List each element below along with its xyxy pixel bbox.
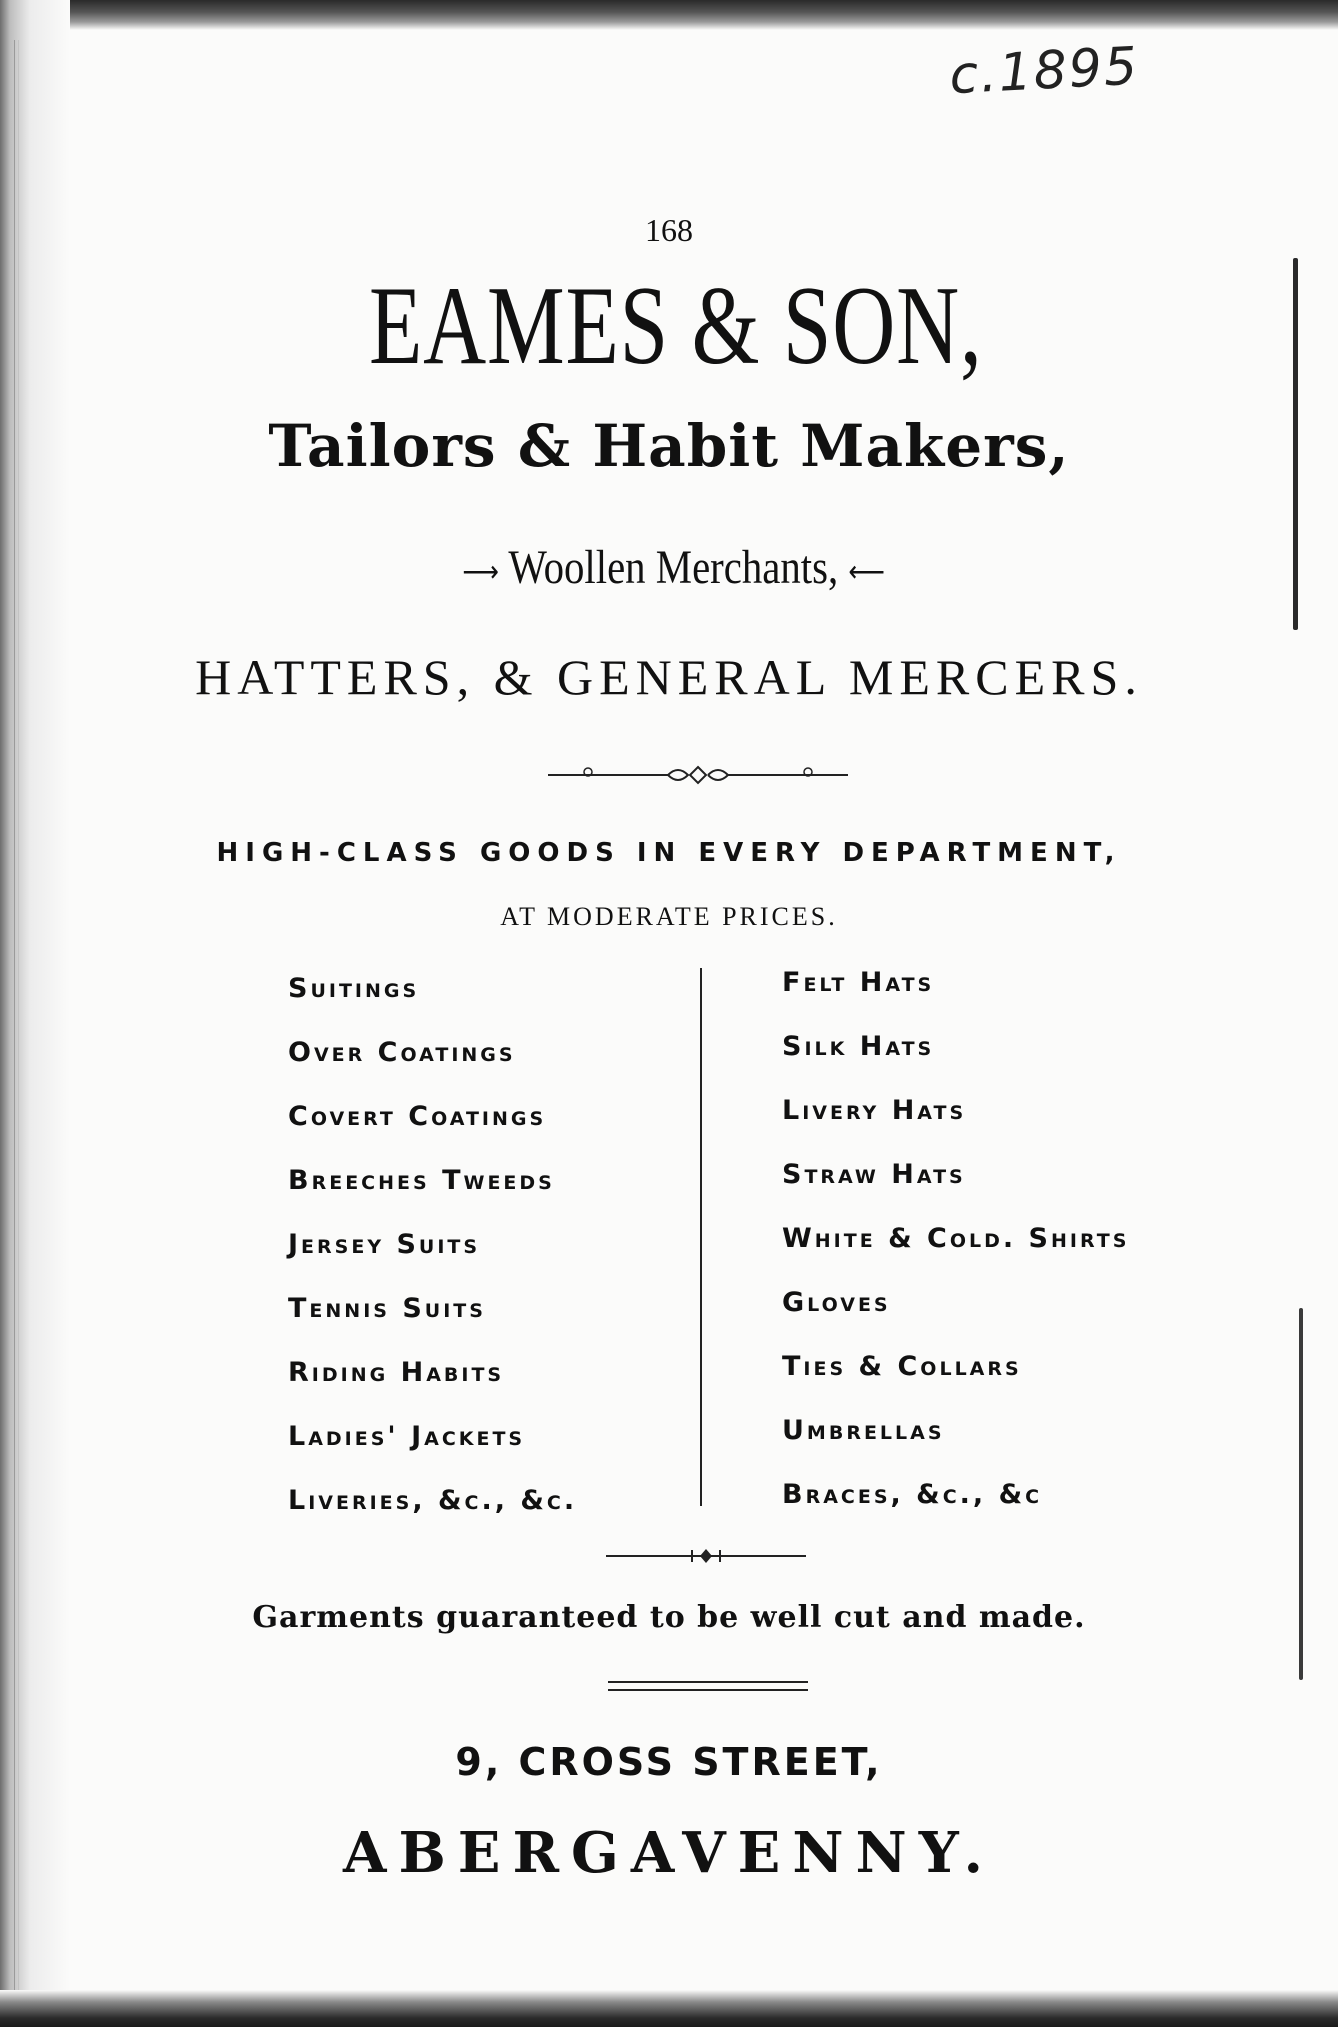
arrow-left-icon: ⟵ <box>848 554 885 590</box>
flourish-divider-icon <box>548 760 848 790</box>
page-left-edge <box>0 0 70 2027</box>
goods-item: Tennis Suits <box>288 1293 486 1324</box>
goods-item: Braces, &c., &c <box>782 1479 1043 1510</box>
double-rule-divider <box>608 1681 808 1691</box>
page-binding-lines <box>14 40 19 1990</box>
goods-item: Ladies' Jackets <box>288 1421 526 1452</box>
goods-item: Over Coatings <box>288 1037 516 1068</box>
high-class-line: HIGH-CLASS GOODS IN EVERY DEPARTMENT, <box>216 838 1122 868</box>
goods-list-clothing <box>288 964 577 1540</box>
address-town: ABERGAVENNY. <box>343 1820 995 1886</box>
trade-heading: Tailors & Habit Makers, <box>268 412 1070 480</box>
handwritten-date: c.1895 <box>948 36 1141 107</box>
arrow-right-icon: ⟶ <box>462 554 499 590</box>
mercers-line: HATTERS, & GENERAL MERCERS. <box>195 649 1143 705</box>
goods-item: Riding Habits <box>288 1357 505 1388</box>
goods-item: Livery Hats <box>782 1095 967 1126</box>
goods-list-hats <box>782 958 1129 1534</box>
goods-item: Jersey Suits <box>288 1229 481 1260</box>
goods-item: Felt Hats <box>782 967 935 998</box>
goods-item: Umbrellas <box>782 1415 945 1446</box>
column-divider <box>700 968 702 1506</box>
small-ornament-divider-icon <box>606 1544 806 1568</box>
goods-item: Gloves <box>782 1287 891 1318</box>
page-number: 168 <box>645 212 693 248</box>
goods-item: Silk Hats <box>782 1031 935 1062</box>
page-top-edge <box>0 0 1338 30</box>
goods-item: Ties & Collars <box>782 1351 1022 1382</box>
guarantee-line: Garments guaranteed to be well cut and made. <box>252 1600 1086 1635</box>
woollen-line <box>105 540 1242 595</box>
goods-item: Suitings <box>288 973 420 1004</box>
moderate-prices-line: AT MODERATE PRICES. <box>500 902 838 931</box>
address-street: 9, CROSS STREET, <box>455 1740 883 1784</box>
page-bottom-edge <box>0 1990 1338 2027</box>
goods-item: Liveries, &c., &c. <box>288 1485 578 1516</box>
firm-name: EAMES & SON, <box>368 264 983 388</box>
goods-item: Covert Coatings <box>288 1101 547 1132</box>
woollen-text: Woollen Merchants, <box>508 541 839 594</box>
goods-item: Breeches Tweeds <box>288 1165 555 1196</box>
goods-item: Straw Hats <box>782 1159 966 1190</box>
goods-item: White & Cold. Shirts <box>782 1223 1130 1254</box>
